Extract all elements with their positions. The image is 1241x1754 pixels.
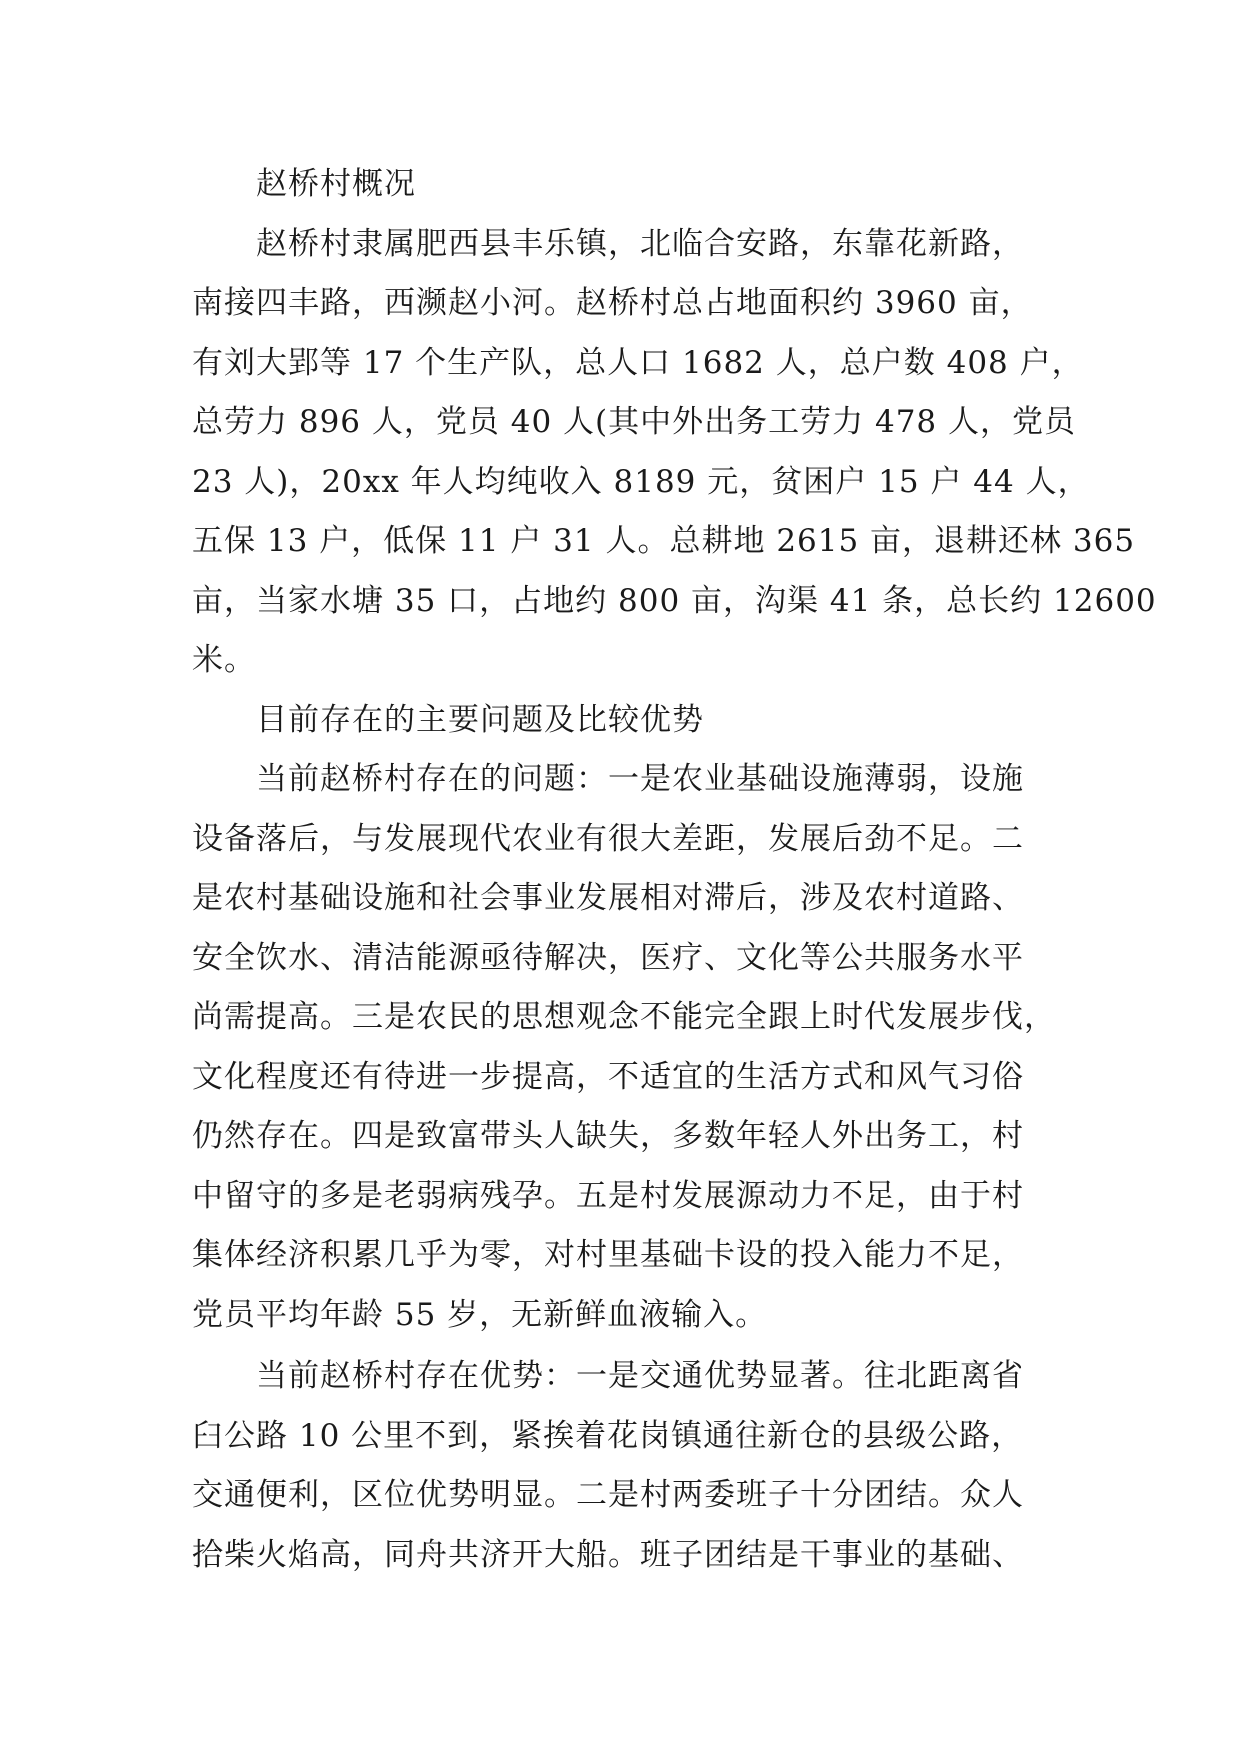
paragraph-line: 仍然存在。四是致富带头人缺失，多数年轻人外出务工，村 [192,1118,1024,1154]
paragraph-line: 有刘大郢等 17 个生产队，总人口 1682 人，总户数 408 户， [192,344,1084,381]
paragraph-line: 米。 [192,642,256,678]
paragraph-line: 党员平均年龄 55 岁，无新鲜血液输入。 [192,1296,768,1333]
document-page [192,155,1157,1585]
paragraph-line: 集体经济积累几乎为零，对村里基础卡设的投入能力不足， [192,1237,1024,1273]
paragraph-advantages [192,1347,1064,1585]
paragraph-line: 赵桥村隶属肥西县丰乐镇，北临合安路，东靠花新路， [256,225,1024,262]
paragraph-line: 文化程度还有待进一步提高，不适宜的生活方式和风气习俗 [192,1058,1024,1095]
paragraph-line: 设备落后，与发展现代农业有很大差距，发展后劲不足。二 [192,820,1024,857]
paragraph-line: 亩，当家水塘 35 口，占地约 800 亩，沟渠 41 条，总长约 12600 [192,582,1157,619]
paragraph-line: 拾柴火焰高，同舟共济开大船。班子团结是干事业的基础、 [192,1536,1024,1573]
paragraph-line: 安全饮水、清洁能源亟待解决，医疗、文化等公共服务水平 [192,939,1024,976]
section-heading-problems: 目前存在的主要问题及比较优势 [256,701,704,738]
paragraph-line: 南接四丰路，西濒赵小河。赵桥村总占地面积约 3960 亩， [192,285,1033,321]
paragraph-line: 尚需提高。三是农民的思想观念不能完全跟上时代发展步伐， [192,999,1056,1035]
paragraph-overview [192,215,1157,691]
paragraph-line: 是农村基础设施和社会事业发展相对滞后，涉及农村道路、 [192,880,1024,916]
paragraph-line: 交通便利，区位优势明显。二是村两委班子十分团结。众人 [192,1477,1024,1513]
paragraph-line: 臼公路 10 公里不到，紧挨着花岗镇通往新仓的县级公路， [192,1417,1024,1454]
paragraph-line: 当前赵桥村存在优势：一是交通优势显著。往北距离省 [256,1358,1024,1394]
paragraph-line: 总劳力 896 人，党员 40 人(其中外出务工劳力 478 人，党员 [192,404,1077,440]
paragraph-line: 23 人)，20xx 年人均纯收入 8189 元，贫困户 15 户 44 人， [192,463,1090,500]
paragraph-line: 当前赵桥村存在的问题：一是农业基础设施薄弱，设施 [256,761,1024,797]
paragraph-line: 五保 13 户，低保 11 户 31 人。总耕地 2615 亩，退耕还林 365 [192,523,1136,559]
paragraph-problems [192,750,1064,1345]
paragraph-line: 中留守的多是老弱病残孕。五是村发展源动力不足，由于村 [192,1177,1024,1214]
section-heading-overview: 赵桥村概况 [256,166,416,202]
